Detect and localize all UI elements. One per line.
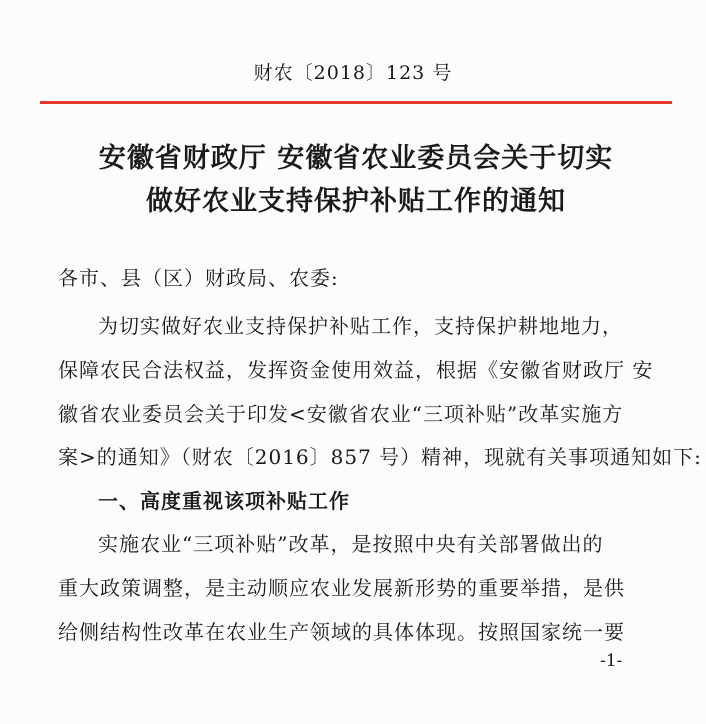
page-number: -1- <box>600 651 623 671</box>
document-number: 财农〔2018〕123 号 <box>253 62 453 84</box>
paragraph-1-line-3: 徽省农业委员会关于印发<安徽省农业“三项补贴”改革实施方 <box>58 402 624 426</box>
paragraph-1-line-2: 保障农民合法权益，发挥资金使用效益，根据《安徽省财政厅 安 <box>58 358 654 382</box>
paragraph-1-line-4: 案>的通知》（财农〔2016〕857 号）精神，现就有关事项通知如下: <box>58 445 702 469</box>
document-title-line-1: 安徽省财政厅 安徽省农业委员会关于切实 <box>98 143 614 174</box>
paragraph-1-line-1: 为切实做好农业支持保护补贴工作，支持保护耕地地力， <box>98 314 623 338</box>
paragraph-2-line-2: 重大政策调整，是主动顺应农业发展新形势的重要举措，是供 <box>58 576 625 600</box>
red-header-rule <box>40 101 672 104</box>
paragraph-2-line-1: 实施农业“三项补贴”改革，是按照中央有关部署做出的 <box>98 532 604 556</box>
document-title-line-2: 做好农业支持保护补贴工作的通知 <box>146 186 566 217</box>
paragraph-2-line-3: 给侧结构性改革在农业生产领域的具体体现。按照国家统一要 <box>58 620 625 644</box>
salutation: 各市、县（区）财政局、农委: <box>58 266 339 290</box>
section-heading-1: 一、高度重视该项补贴工作 <box>98 489 350 513</box>
